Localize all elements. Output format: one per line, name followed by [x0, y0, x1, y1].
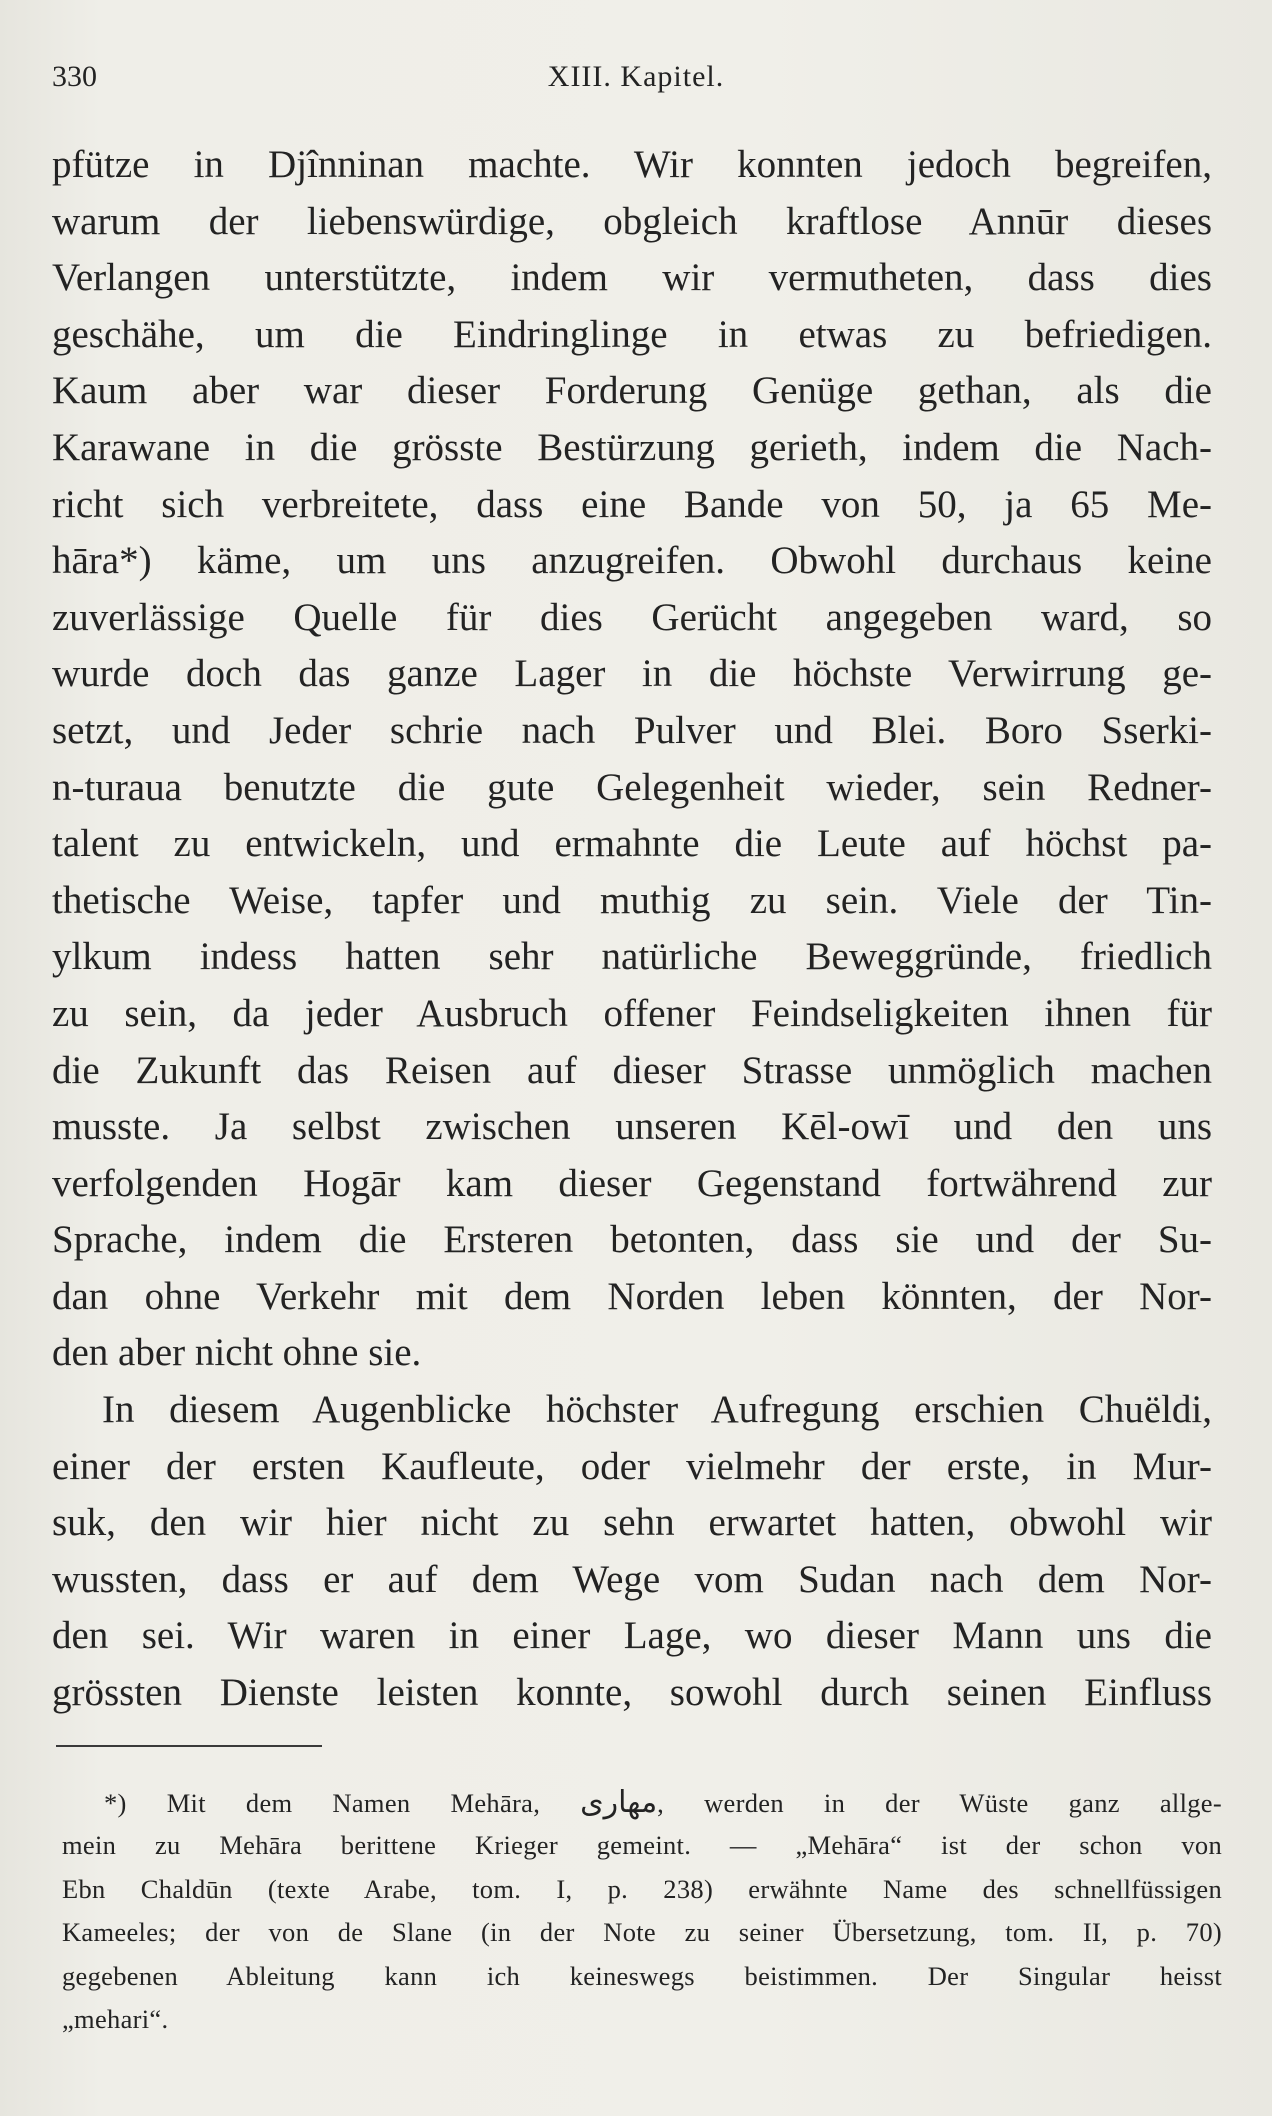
text-line: ylkum indess hatten sehr natürliche Beweggründe, friedlich: [52, 935, 1212, 979]
text-line: musste. Ja selbst zwischen unseren Kēl-owī und den uns: [52, 1105, 1212, 1149]
footnote-line: Kameeles; der von de Slane (in der Note zu seiner Übersetzung, tom. II, p. 70): [62, 1917, 1222, 1948]
text-line: Karawane in die grösste Bestürzung gerieth, indem die Nach-: [52, 425, 1212, 469]
text-line: pfütze in Djînninan machte. Wir konnten jedoch begreifen,: [52, 143, 1212, 186]
footnote-line: „mehari“.: [62, 2003, 169, 2034]
text-line: talent zu entwickeln, und ermahnte die Leute auf höchst pa-: [52, 822, 1212, 866]
text-line: thetische Weise, tapfer und muthig zu sein. Viele der Tin-: [52, 878, 1212, 922]
footnote-line: gegebenen Ableitung kann ich keineswegs beistimmen. Der Singular heisst: [62, 1960, 1222, 1991]
footnote-text: , werden in der Wüste ganz allge-: [657, 1788, 1222, 1818]
footnote-rule: [56, 1745, 322, 1747]
text-line: grössten Dienste leisten konnte, sowohl durch seinen Einfluss: [52, 1671, 1212, 1715]
text-line: Kaum aber war dieser Forderung Genüge gethan, als die: [52, 369, 1212, 413]
footnote-line: [62, 1781, 1222, 1824]
footnote-line: mein zu Mehāra berittene Krieger gemeint. — „Mehāra“ ist der schon von: [62, 1830, 1222, 1861]
page-number: 330: [52, 60, 97, 93]
footnotes: [62, 1781, 1222, 2041]
text-line: Verlangen unterstützte, indem wir vermutheten, dass dies: [52, 256, 1212, 300]
text-line: die Zukunft das Reisen auf dieser Strasse unmöglich machen: [52, 1048, 1212, 1092]
text-line: setzt, und Jeder schrie nach Pulver und Blei. Boro Sserki-: [52, 708, 1212, 752]
text-line: einer der ersten Kaufleute, oder vielmehr der erste, in Mur-: [52, 1444, 1212, 1488]
page-header: [52, 56, 1220, 106]
text-line: In diesem Augenblicke höchster Aufregung erschien Chuëldi,: [102, 1388, 1212, 1432]
text-line: zu sein, da jeder Ausbruch offener Feindseligkeiten ihnen für: [52, 991, 1212, 1035]
text-line: geschähe, um die Eindringlinge in etwas zu befriedigen.: [52, 312, 1212, 356]
text-line: wussten, dass er auf dem Wege vom Sudan nach dem Nor-: [52, 1557, 1212, 1601]
text-line: n-turaua benutzte die gute Gelegenheit wieder, sein Redner-: [52, 765, 1212, 809]
body-text: [52, 137, 1212, 1722]
text-line: den aber nicht ohne sie.: [52, 1331, 422, 1375]
footnote-line: Ebn Chaldūn (texte Arabe, tom. I, p. 238) erwähnte Name des schnellfüssigen: [62, 1873, 1222, 1904]
running-head: XIII. Kapitel.: [547, 60, 725, 93]
text-line: suk, den wir hier nicht zu sehn erwartet hatten, obwohl wir: [52, 1501, 1212, 1545]
text-line: richt sich verbreitete, dass eine Bande von 50, ja 65 Me-: [52, 482, 1212, 526]
footnote-text: *) Mit dem Namen Mehāra,: [104, 1788, 541, 1818]
text-line: den sei. Wir waren in einer Lage, wo dieser Mann uns die: [52, 1614, 1212, 1658]
text-line: warum der liebenswürdige, obgleich kraftlose Annūr dieses: [52, 199, 1212, 243]
text-line: hāra*) käme, um uns anzugreifen. Obwohl durchaus keine: [52, 539, 1212, 583]
text-line: dan ohne Verkehr mit dem Norden leben könnten, der Nor-: [52, 1274, 1212, 1318]
text-line: wurde doch das ganze Lager in die höchste Verwirrung ge-: [52, 652, 1212, 696]
text-line: Sprache, indem die Ersteren betonten, dass sie und der Su-: [52, 1218, 1212, 1262]
text-line: verfolgenden Hogār kam dieser Gegenstand fortwährend zur: [52, 1161, 1212, 1205]
text-line: zuverlässige Quelle für dies Gerücht angegeben ward, so: [52, 595, 1212, 639]
arabic-word: مهارى: [580, 1785, 658, 1820]
